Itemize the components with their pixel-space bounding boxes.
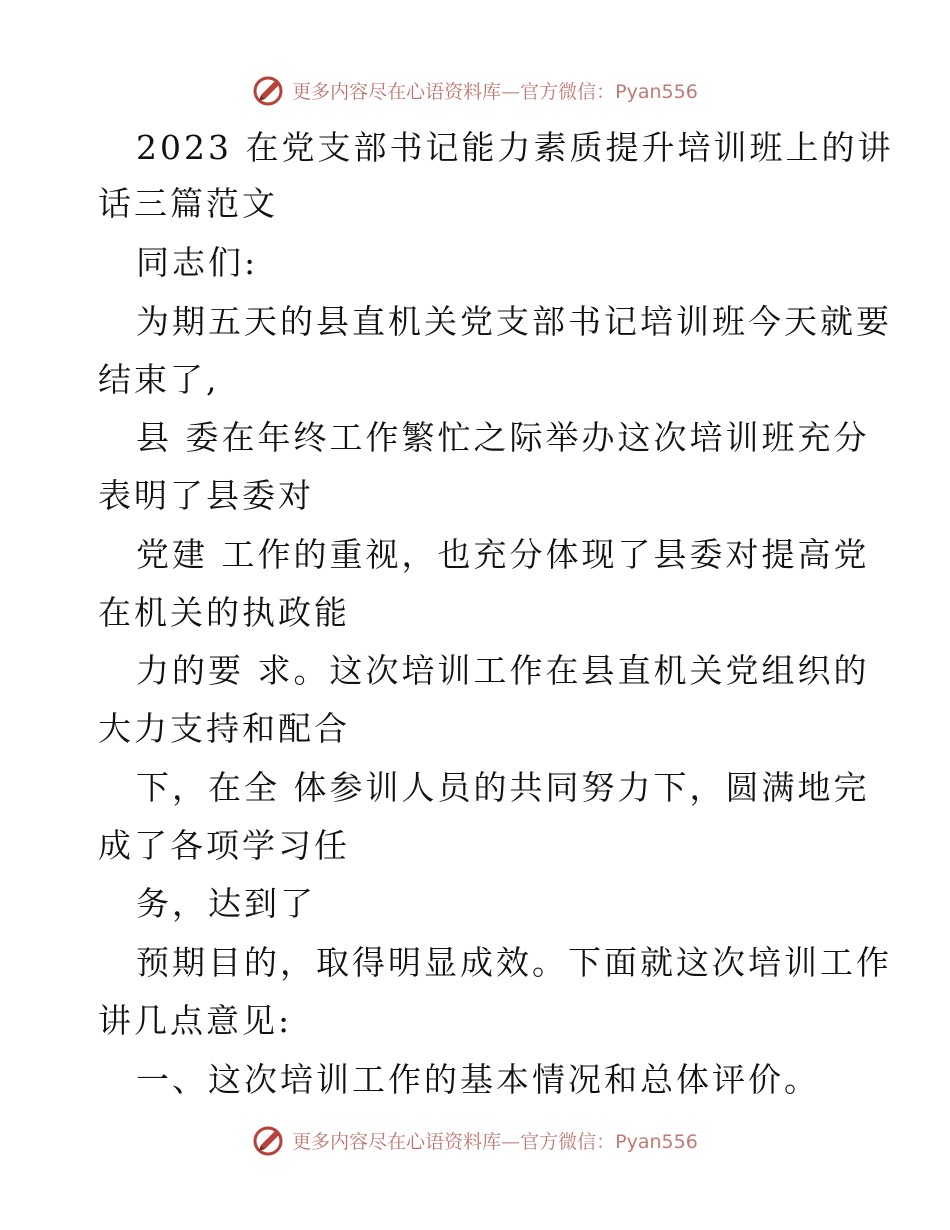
- paragraph-line: 结束了,: [98, 360, 220, 399]
- watermark-sub: 官方微信：Pyan556: [520, 1130, 698, 1153]
- footer-watermark: [0, 1120, 950, 1160]
- paragraph-line: 表明了县委对: [98, 476, 314, 515]
- pen-logo-icon: [252, 1123, 286, 1157]
- paragraph-line: 下，在全 体参训人员的共同努力下，圆满地完: [136, 768, 870, 807]
- watermark-separator: —: [501, 80, 521, 103]
- pen-logo-icon: [252, 73, 286, 107]
- paragraph-line: 力的要 求。这次培训工作在县直机关党组织的: [136, 651, 870, 690]
- paragraph-line: 务，达到了: [136, 884, 316, 923]
- watermark-separator: —: [501, 1130, 521, 1153]
- paragraph-line: 党建 工作的重视，也充分体现了县委对提高党: [136, 535, 870, 574]
- watermark-main: 更多内容尽在心语资料库: [292, 1130, 502, 1153]
- paragraph-line: 为期五天的县直机关党支部书记培训班今天就要: [136, 302, 892, 341]
- paragraph-line: 成了各项学习任: [98, 826, 350, 865]
- header-watermark: [0, 70, 950, 110]
- paragraph-line: 大力支持和配合: [98, 709, 350, 748]
- paragraph-line: 讲几点意见:: [98, 1001, 293, 1040]
- document-title-line-2: 话三篇范文: [98, 184, 278, 223]
- salutation: 同志们:: [136, 243, 259, 282]
- paragraph-line: 在机关的执政能: [98, 593, 350, 632]
- watermark-sub: 官方微信：Pyan556: [520, 80, 698, 103]
- document-title-line-1: 2023 在党支部书记能力素质提升培训班上的讲: [136, 128, 894, 167]
- watermark-text: [292, 1127, 698, 1154]
- watermark-group: [252, 1123, 698, 1157]
- watermark-main: 更多内容尽在心语资料库: [292, 80, 502, 103]
- watermark-group: [252, 73, 698, 107]
- section-heading: 一、这次培训工作的基本情况和总体评价。: [136, 1060, 820, 1099]
- paragraph-line: 预期目的，取得明显成效。下面就这次培训工作: [136, 943, 892, 982]
- paragraph-line: 县 委在年终工作繁忙之际举办这次培训班充分: [136, 418, 870, 457]
- watermark-text: [292, 77, 698, 104]
